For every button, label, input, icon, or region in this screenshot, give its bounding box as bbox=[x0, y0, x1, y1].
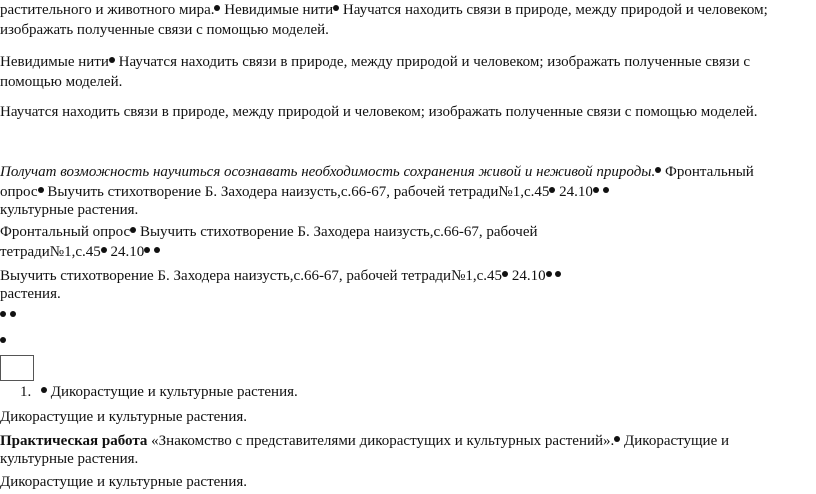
text-line bbox=[0, 266, 561, 286]
bullet-icon bbox=[0, 337, 6, 343]
text: Фронтальный bbox=[661, 164, 754, 180]
bullet-icon bbox=[41, 387, 47, 393]
text-line bbox=[0, 52, 750, 72]
text: 24.10 bbox=[106, 244, 145, 260]
text: Научатся находить связи в природе, между природой и человеком; bbox=[339, 2, 768, 18]
text-line bbox=[0, 407, 247, 427]
text: «Знакомство с представителями дикорастущих и культурных растений». bbox=[147, 433, 615, 449]
text-line bbox=[0, 20, 329, 40]
text: Дикорастущие и культурные растения. bbox=[0, 409, 247, 425]
text: Фронтальный опрос bbox=[0, 224, 131, 240]
text-italic: Получат возможность научиться осознавать необходимость сохранения живой и неживой природы. bbox=[0, 164, 656, 180]
text-line bbox=[0, 472, 247, 492]
text-bold: Практическая работа bbox=[0, 433, 148, 449]
list-number: 1. bbox=[20, 384, 32, 400]
text: Дикорастущие и культурные растения. bbox=[0, 474, 247, 490]
text-line bbox=[0, 222, 538, 242]
text: Выучить стихотворение Б. Заходера наизусть,с.66-67, рабочей тетради№1,с.45 bbox=[43, 184, 550, 200]
text: Научатся находить связи в природе, между природой и человеком; изображать полученные связи с bbox=[114, 54, 751, 70]
text: опрос bbox=[0, 184, 38, 200]
text: Выучить стихотворение Б. Заходера наизусть,с.66-67, рабочей bbox=[136, 224, 538, 240]
list-item-text: Дикорастущие и культурные растения. bbox=[50, 384, 298, 400]
text: Выучить стихотворение Б. Заходера наизусть,с.66-67, рабочей тетради№1,с.45 bbox=[0, 268, 503, 284]
bullet-icon bbox=[555, 271, 561, 277]
bullet-row bbox=[0, 332, 6, 352]
text-line bbox=[0, 284, 61, 304]
text: Дикорастущие и bbox=[620, 433, 730, 449]
bullet-icon bbox=[10, 311, 16, 317]
text-line bbox=[0, 200, 138, 220]
text-line bbox=[0, 72, 122, 92]
text-line bbox=[0, 102, 758, 122]
bullet-icon bbox=[546, 271, 552, 277]
text: 24.10 bbox=[555, 184, 593, 200]
text-line bbox=[0, 0, 768, 20]
bullet-icon bbox=[144, 247, 150, 253]
text-line bbox=[0, 242, 160, 262]
text: Невидимые нити bbox=[220, 2, 334, 18]
text-line bbox=[0, 449, 138, 469]
bullet-row bbox=[0, 306, 16, 326]
text-line bbox=[0, 182, 609, 202]
bullet-icon bbox=[0, 311, 6, 317]
text: помощью моделей. bbox=[0, 74, 123, 90]
text: Научатся находить связи в природе, между природой и человеком; изображать полученные связи с помощью моделей. bbox=[0, 104, 758, 120]
text: тетради№1,с.45 bbox=[0, 244, 101, 260]
bullet-icon bbox=[603, 187, 609, 193]
text: культурные растения. bbox=[0, 451, 139, 467]
text-line bbox=[0, 162, 754, 182]
list-item bbox=[20, 382, 298, 402]
empty-frame bbox=[0, 355, 34, 381]
text: 24.10 bbox=[508, 268, 546, 284]
text: растения. bbox=[0, 286, 61, 302]
text: культурные растения. bbox=[0, 202, 139, 218]
text: изображать полученные связи с помощью моделей. bbox=[0, 22, 329, 38]
bullet-icon bbox=[593, 187, 599, 193]
text: растительного и животного мира. bbox=[0, 2, 215, 18]
text: Невидимые нити bbox=[0, 54, 109, 70]
text-line bbox=[0, 431, 729, 451]
bullet-icon bbox=[154, 247, 160, 253]
